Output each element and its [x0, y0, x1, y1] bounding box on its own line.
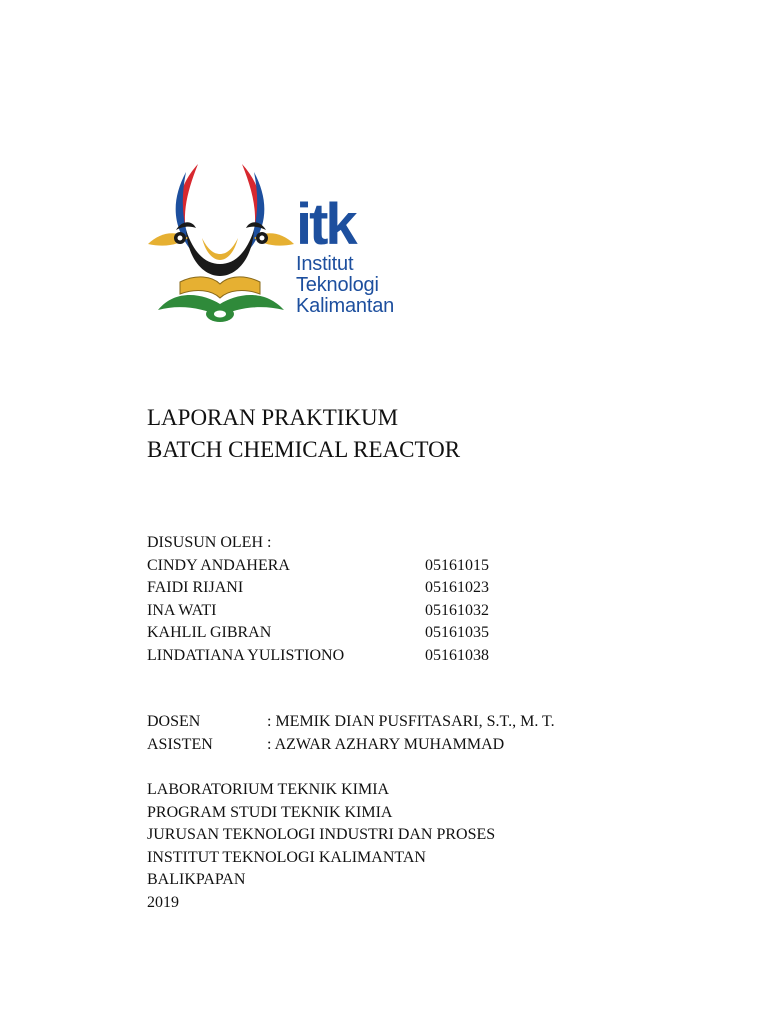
asisten-row [147, 734, 555, 757]
logo-line: Institut [296, 253, 354, 275]
institution-block [147, 779, 495, 915]
author-name: LINDATIANA YULISTIONO [147, 646, 345, 664]
institution-year: 2019 [147, 893, 179, 911]
logo-wordmark [296, 192, 395, 317]
institution-line: JURUSAN TEKNOLOGI INDUSTRI DAN PROSES [147, 826, 496, 844]
staff-block [147, 711, 555, 756]
logo-line: Kalimantan [296, 295, 395, 317]
author-row [147, 555, 489, 578]
author-nim: 05161035 [425, 624, 489, 642]
author-row [147, 622, 489, 645]
authors-block [147, 532, 489, 668]
institution-line: LABORATORIUM TEKNIK KIMIA [147, 781, 390, 798]
logo-abbreviation: itk [296, 192, 355, 257]
author-name: INA WATI [147, 601, 217, 619]
author-row [147, 600, 489, 623]
dosen-label: DOSEN [147, 713, 201, 730]
author-name: KAHLIL GIBRAN [147, 624, 272, 642]
author-name: FAIDI RIJANI [147, 579, 244, 597]
logo-line: Teknologi [296, 274, 379, 296]
title-line: BATCH CHEMICAL REACTOR [147, 437, 461, 462]
author-name: CINDY ANDAHERA [147, 556, 290, 574]
author-nim: 05161015 [425, 556, 489, 574]
title-line: LAPORAN PRAKTIKUM [147, 405, 399, 430]
asisten-label: ASISTEN [147, 735, 213, 753]
dosen-row [147, 711, 555, 734]
asisten-value: : AZWAR AZHARY MUHAMMAD [267, 735, 505, 753]
institution-line: PROGRAM STUDI TEKNIK KIMIA [147, 803, 393, 821]
author-row [147, 577, 489, 600]
report-title [147, 402, 460, 466]
itk-logo [146, 158, 416, 328]
dosen-value: : MEMIK DIAN PUSFITASARI, S.T., M. T. [267, 713, 555, 730]
authors-heading: DISUSUN OLEH : [147, 534, 272, 551]
itk-emblem-icon [146, 158, 296, 328]
author-nim: 05161032 [425, 601, 489, 619]
author-row [147, 645, 489, 668]
author-nim: 05161023 [425, 579, 489, 597]
institution-line: INSTITUT TEKNOLOGI KALIMANTAN [147, 848, 426, 866]
author-nim: 05161038 [425, 646, 489, 664]
institution-line: BALIKPAPAN [147, 871, 246, 889]
